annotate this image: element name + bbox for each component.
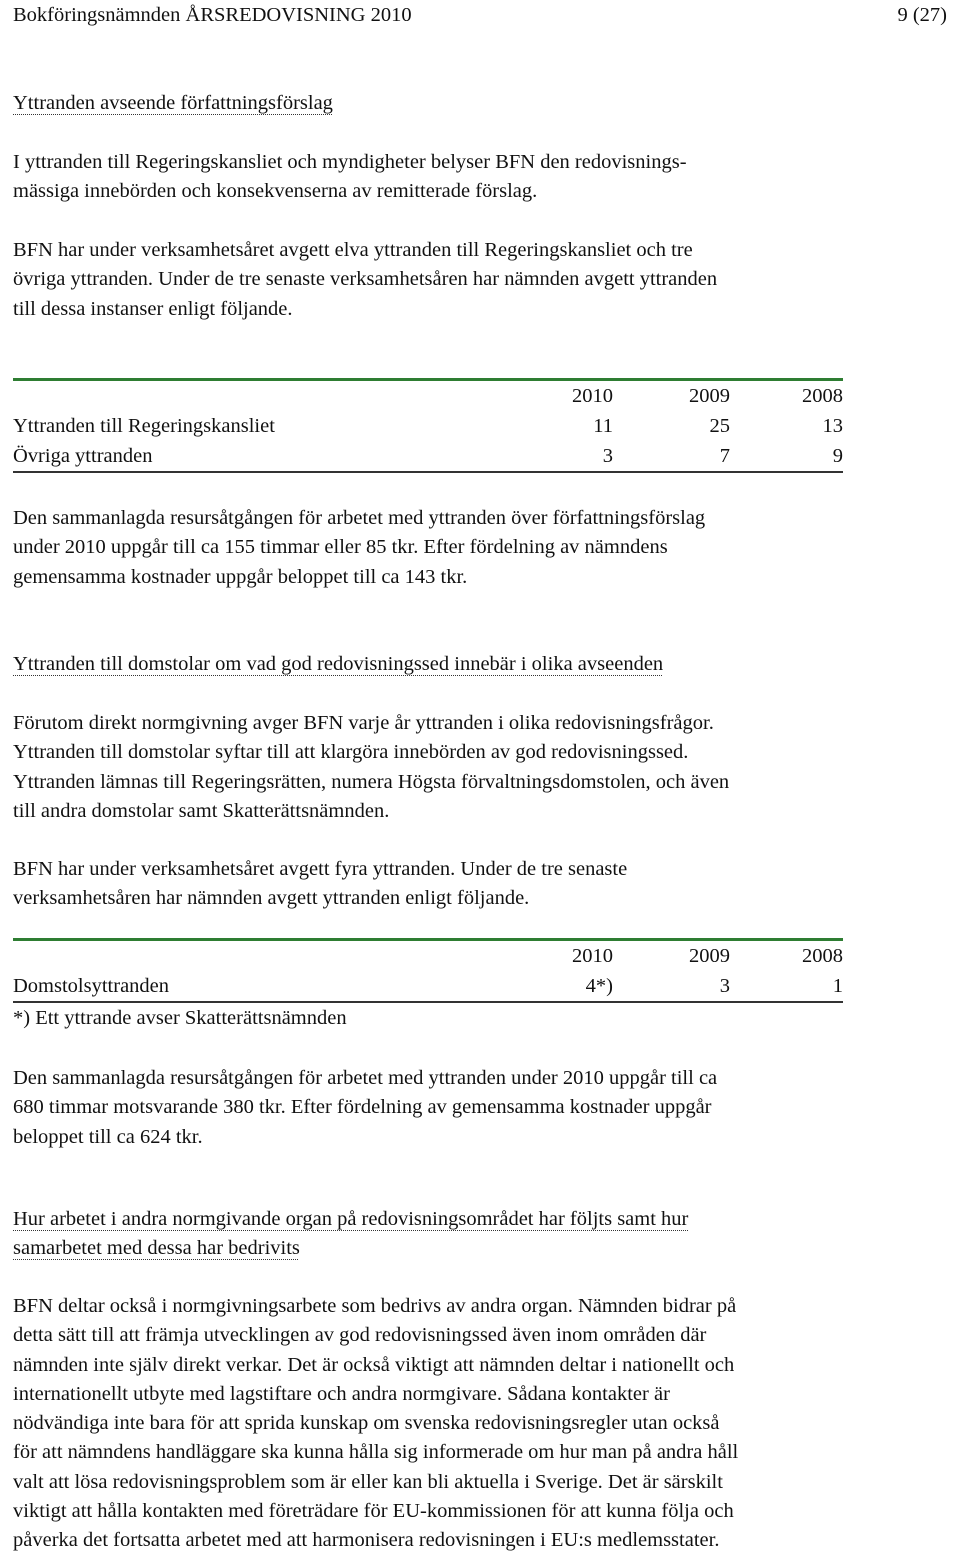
year-header: 2009	[689, 945, 730, 967]
row-label: Yttranden till Regeringskansliet	[13, 415, 275, 437]
cell-value: 9	[832, 445, 843, 467]
cell-value: 7	[719, 445, 730, 467]
table-footnote: *) Ett yttrande avser Skatterättsnämnden	[13, 1007, 347, 1029]
row-label: Domstolsyttranden	[13, 975, 170, 997]
year-header: 2008	[802, 385, 843, 407]
year-header: 2010	[572, 945, 613, 967]
paragraph: Den sammanlagda resursåtgången för arbetet med yttranden över författningsförslag under 2010 uppgår till ca 155 timmar eller 85 tkr. Efter fördelning av nämndens gemensamma kostnader uppgår beloppet till ca 143 tkr.	[13, 507, 706, 588]
cell-value: 4*)	[585, 975, 613, 997]
cell-value: 25	[709, 415, 730, 437]
cell-value: 11	[593, 415, 613, 437]
section-heading-other-bodies: Hur arbetet i andra normgivande organ på redovisningsområdet har följts samt hur samarbetet med dessa har bedrivits	[13, 1208, 689, 1260]
table-row	[13, 971, 843, 1001]
row-label: Övriga yttranden	[13, 445, 153, 467]
section-heading-court-statements: Yttranden till domstolar om vad god redovisningssed innebär i olika avseenden	[13, 653, 664, 675]
table-header-row	[13, 941, 843, 971]
page-header	[13, 0, 947, 30]
table-header-row	[13, 381, 843, 411]
paragraph: BFN har under verksamhetsåret avgett fyra yttranden. Under de tre senaste verksamhetsåren har nämnden avgett yttranden enligt följande.	[13, 858, 628, 910]
paragraph: I yttranden till Regeringskansliet och myndigheter belyser BFN den redovisnings- mässiga innebörden och konsekvenserna av remitterade förslag.	[13, 151, 687, 203]
year-header: 2009	[689, 385, 730, 407]
cell-value: 13	[822, 415, 843, 437]
document-title: Bokföringsnämnden ÅRSREDOVISNING 2010	[13, 4, 412, 26]
section-heading-law-proposals: Yttranden avseende författningsförslag	[13, 92, 333, 114]
table-row	[13, 411, 843, 441]
paragraph: Den sammanlagda resursåtgången för arbetet med yttranden under 2010 uppgår till ca 680 timmar motsvarande 380 tkr. Efter fördelning av gemensamma kostnader uppgår beloppet till ca 624 tkr.	[13, 1067, 718, 1148]
court-statements-table	[13, 938, 843, 1033]
cell-value: 3	[719, 975, 730, 997]
year-header: 2010	[572, 385, 613, 407]
page-number: 9 (27)	[897, 4, 947, 26]
paragraph: Förutom direkt normgivning avger BFN varje år yttranden i olika redovisningsfrågor. Yttranden till domstolar syftar till att klargöra innebörden av god redovisningssed. Yttranden lämnas till Regeringsrätten, numera Högsta förvaltningsdomstolen, och även till andra domstolar samt Skatterättsnämnden.	[13, 712, 730, 822]
cell-value: 1	[832, 975, 843, 997]
table-row	[13, 441, 843, 471]
paragraph: BFN deltar också i normgivningsarbete som bedrivs av andra organ. Nämnden bidrar på detta sätt till att främja utvecklingen av god redovisningssed även inom områden där nämnden inte själv direkt verkar. Det är också viktigt att nämnden deltar i nationellt och internationellt utbyte med lagstiftare och andra normgivare. Sådana kontakter är nödvändiga inte bara för att sprida kunskap om svenska redovisningsregler utan också för att nämndens handläggare ska kunna hålla sig informerade om hur man på andra håll valt att lösa redovisningsproblem som är eller kan bli aktuella i Sverige. Det är särskilt viktigt att hålla kontakten med företrädare för EU-kommissionen för att kunna följa och påverka det fortsatta arbetet med att harmonisera redovisningen i EU:s medlemsstater.	[13, 1295, 739, 1552]
table-bottom-rule	[13, 471, 843, 473]
year-header: 2008	[802, 945, 843, 967]
paragraph: BFN har under verksamhetsåret avgett elva yttranden till Regeringskansliet och tre övriga yttranden. Under de tre senaste verksamhetsåren har nämnden avgett yttranden till dessa instanser enligt följande.	[13, 239, 718, 320]
statements-table	[13, 378, 843, 473]
cell-value: 3	[602, 445, 613, 467]
